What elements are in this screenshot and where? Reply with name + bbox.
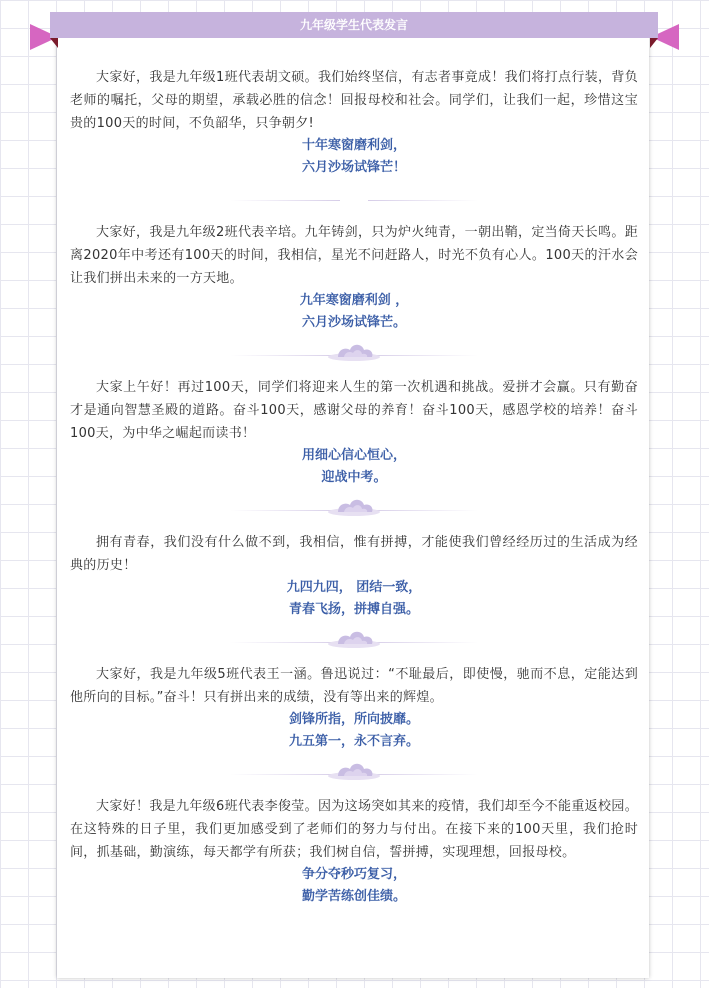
slogan-line: 勤学苦练创佳绩。	[301, 889, 406, 904]
cloud-ornament-icon	[326, 337, 382, 363]
speech-section	[70, 66, 638, 179]
slogan-line: 六月沙场试锋芒！	[301, 160, 406, 175]
header-ribbon	[50, 12, 658, 38]
speech-text: 大家好！我是九年级6班代表李俊莹。因为这场突如其来的疫情，我们却至今不能重返校园。在这特殊的日子里，我们更加感受到了老师们的努力与付出。在接下来的100天里，我们抢时间，抓基础，勤演练，每天都学有所获；我们树自信，誓拼搏，实现理想，回报母校。	[70, 799, 638, 860]
section-divider	[70, 491, 638, 519]
speech-text: 大家好，我是九年级1班代表胡文硕。我们始终坚信，有志者事竟成！我们将打点行装，背负老师的嘱托，父母的期望，承载必胜的信念！回报母校和社会。同学们，让我们一起，珍惜这宝贵的100天的时间，不负韶华，只争朝夕!	[70, 70, 638, 131]
speech-section	[70, 663, 638, 753]
slogan-line: 九五第一，永不言弃。	[288, 734, 419, 749]
slogan-line: 争分夺秒巧复习，	[301, 867, 406, 882]
speech-text: 大家好，我是九年级2班代表辛培。九年铸剑，只为炉火纯青，一朝出鞘，定当倚天长鸣。距离2020年中考还有100天的时间，我相信，星光不问赶路人，时光不负有心人。100天的汗水会让我们拼出未来的一方天地。	[70, 225, 638, 286]
page-title: 九年级学生代表发言	[299, 18, 408, 32]
speech-section	[70, 221, 638, 334]
slogan-line: 青春飞扬，拼搏自强。	[288, 602, 419, 617]
ribbon-fold-left	[50, 38, 58, 48]
section-divider	[70, 755, 638, 783]
slogan-line: 剑锋所指，所向披靡。	[288, 712, 419, 727]
slogan-line: 六月沙场试锋芒。	[301, 315, 406, 330]
speech-text: 大家上午好！再过100天，同学们将迎来人生的第一次机遇和挑战。爱拼才会赢。只有勤奋才是通向智慧圣殿的道路。奋斗100天，感谢父母的养育！奋斗100天，感恩学校的培养！奋斗100天，为中华之崛起而读书！	[70, 380, 638, 441]
cloud-ornament-icon	[326, 492, 382, 518]
slogan-line: 十年寒窗磨利剑，	[301, 138, 406, 153]
slogan-line: 迎战中考。	[321, 470, 387, 485]
slogan-line: 九年寒窗磨利剑 ，	[299, 293, 409, 308]
cloud-ornament-icon	[326, 624, 382, 650]
cloud-ornament-icon	[326, 756, 382, 782]
speech-section	[70, 376, 638, 489]
section-divider	[70, 181, 638, 209]
slogan-line: 九四九四， 团结一致，	[286, 580, 422, 595]
speech-section	[70, 795, 638, 908]
section-divider	[70, 336, 638, 364]
section-divider	[70, 623, 638, 651]
speech-text: 拥有青春，我们没有什么做不到，我相信，惟有拼搏，才能使我们曾经经历过的生活成为经典的历史！	[70, 535, 638, 573]
speech-section	[70, 531, 638, 621]
speech-text: 大家好，我是九年级5班代表王一涵。鲁迅说过：“不耻最后，即使慢，驰而不息，定能达到他所向的目标。”奋斗！只有拼出来的成绩，没有等出来的辉煌。	[70, 667, 638, 705]
speech-list	[70, 66, 638, 908]
slogan-line: 用细心信心恒心，	[301, 448, 406, 463]
ribbon-fold-right	[650, 38, 658, 48]
